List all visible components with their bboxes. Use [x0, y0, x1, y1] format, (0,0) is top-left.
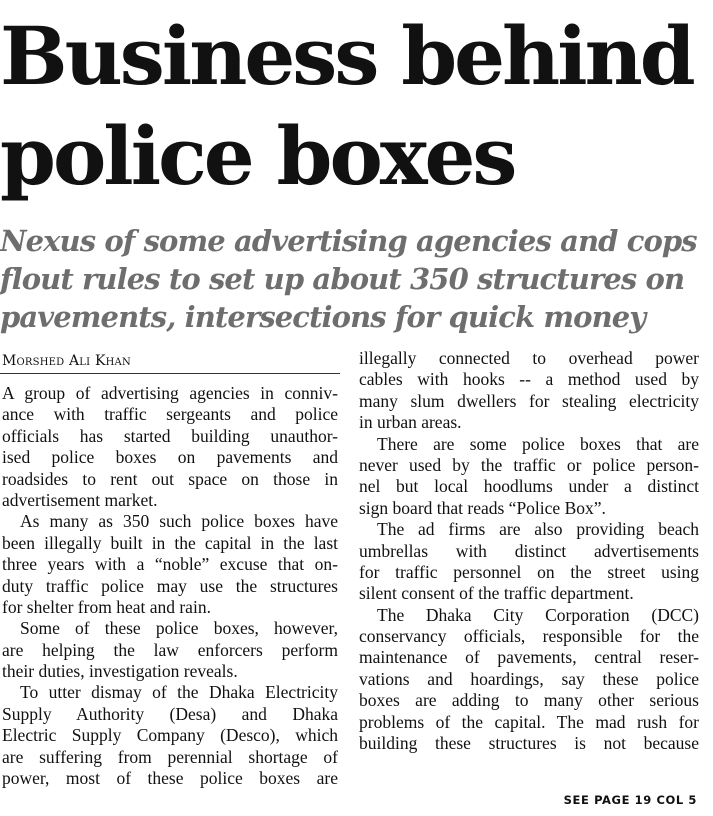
- body-line: Some of these police boxes, however,: [20, 618, 338, 639]
- body-line: To utter dismay of the Dhaka Electricity: [20, 682, 338, 703]
- headline-line: police boxes: [0, 109, 515, 203]
- body-line: A group of advertising agencies in conniv-: [2, 383, 338, 403]
- subheadline-line: pavements, intersections for quick money: [0, 300, 646, 334]
- body-line: boxes are adding to many other serious: [359, 690, 699, 711]
- body-line: never used by the traffic or police person-: [359, 454, 699, 475]
- body-line: ance with traffic sergeants and police: [2, 404, 338, 425]
- headline-line: Business behind: [0, 9, 693, 103]
- article-column-right: [359, 348, 699, 754]
- body-line: Electric Supply Company (Desco), which: [2, 725, 338, 746]
- article-column-left: [2, 383, 338, 789]
- body-line: maintenance of pavements, central reser-: [359, 647, 699, 668]
- body-line: As many as 350 such police boxes have: [20, 511, 338, 532]
- body-line: Supply Authority (Desa) and Dhaka: [2, 703, 338, 724]
- body-line: vations and hoardings, say these police: [359, 668, 699, 689]
- headline: [0, 6, 713, 206]
- subheadline-line: Nexus of some advertising agencies and cops: [0, 224, 697, 258]
- body-line: for shelter from heat and rain.: [2, 596, 211, 617]
- byline-rule: [0, 373, 340, 374]
- body-line: been illegally built in the capital in the last: [2, 532, 338, 553]
- body-line: umbrellas with distinct advertisements: [359, 540, 699, 561]
- subheadline-line: flout rules to set up about 350 structures on: [0, 262, 685, 296]
- body-line: officials has started building unauthor-: [2, 425, 338, 446]
- body-line: ised police boxes on pavements and: [2, 447, 338, 468]
- subheadline: [0, 222, 713, 336]
- body-line: roadsides to rent out space on those in: [2, 468, 338, 489]
- body-line: three years with a “noble” excuse that on-: [2, 554, 338, 575]
- body-line: building these structures is not because: [359, 733, 699, 754]
- byline: Morshed Ali Khan: [2, 353, 131, 369]
- body-line: duty traffic police may use the structures: [2, 575, 338, 596]
- body-line: are suffering from perennial shortage of: [2, 746, 338, 767]
- body-line: silent consent of the traffic department.: [359, 583, 634, 604]
- body-line: are helping the law enforcers perform: [2, 639, 338, 660]
- body-line: for traffic personnel on the street using: [359, 561, 699, 582]
- body-line: There are some police boxes that are: [377, 433, 699, 454]
- continued-on-page-note: SEE PAGE 19 COL 5: [563, 793, 697, 807]
- body-line: sign board that reads “Police Box”.: [359, 497, 606, 518]
- body-line: advertisement market.: [2, 489, 158, 510]
- body-line: The ad firms are also providing beach: [377, 519, 699, 540]
- body-line: conservancy officials, responsible for the: [359, 626, 699, 647]
- body-line: in urban areas.: [359, 412, 462, 433]
- body-line: their duties, investigation reveals.: [2, 661, 238, 682]
- body-line: illegally connected to overhead power: [359, 348, 699, 368]
- body-line: problems of the capital. The mad rush for: [359, 711, 699, 732]
- body-line: nel but local hoodlums under a distinct: [359, 476, 699, 497]
- body-line: cables with hooks -- a method used by: [359, 369, 699, 390]
- body-line: power, most of these police boxes are: [2, 768, 338, 789]
- body-line: The Dhaka City Corporation (DCC): [377, 604, 699, 625]
- body-line: many slum dwellers for stealing electricity: [359, 390, 699, 411]
